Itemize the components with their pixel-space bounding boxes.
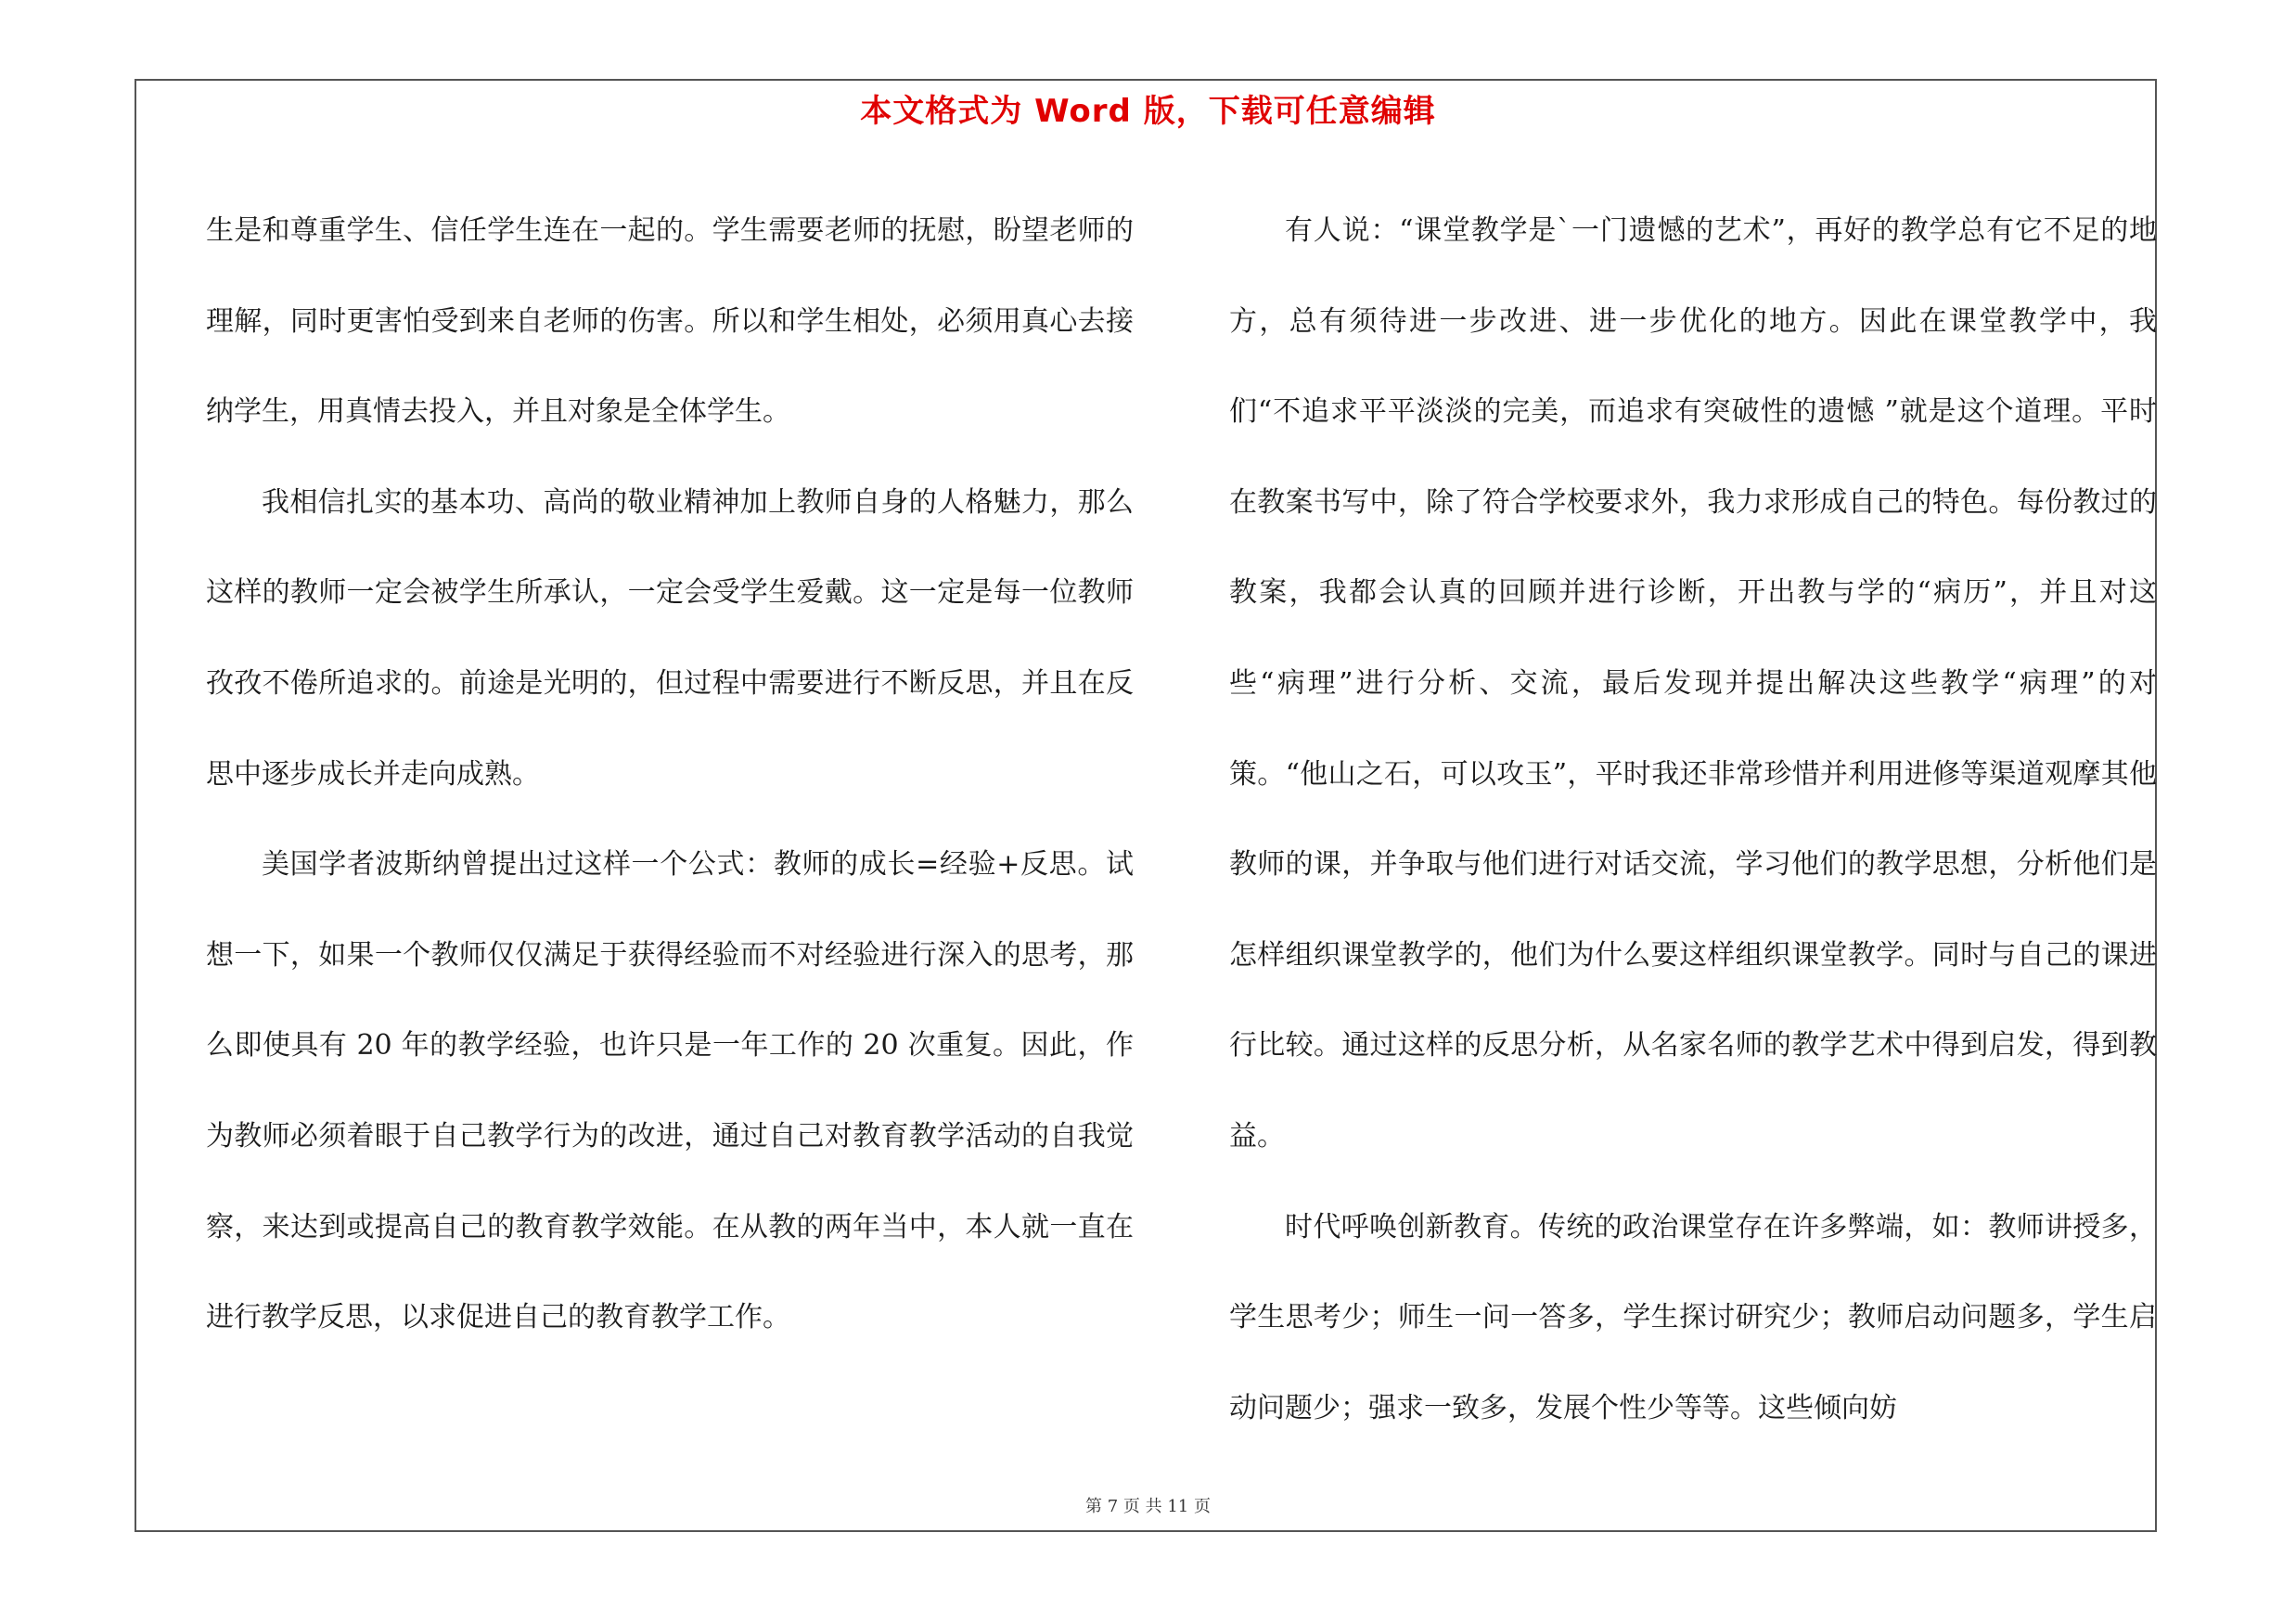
- paragraph-continued: 生是和尊重学生、信任学生连在一起的。学生需要老师的抚慰，盼望老师的理解，同时更害怕受到来自老师的伤害。所以和学生相处，必须用真心去接纳学生，用真情去投入，并且对象是全体学生。: [206, 214, 1134, 429]
- paragraph: 我相信扎实的基本功、高尚的敬业精神加上教师自身的人格魅力，那么这样的教师一定会被学生所承认，一定会受学生爱戴。这一定是每一位教师孜孜不倦所追求的。前途是光明的，但过程中需要进行不断反思，并且在反思中逐步成长并走向成熟。: [206, 485, 1134, 791]
- paragraph: 有人说：“课堂教学是`一门遗憾的艺术”，再好的教学总有它不足的地方，总有须待进一步改进、进一步优化的地方。因此在课堂教学中，我们“不追求平平淡淡的完美，而追求有突破性的遗憾 ”就是这个道理。平时在教案书写中，除了符合学校要求外，我力求形成自己的特色。每份教过的教案，我都会认真的回顾并进行诊断，开出教与学的“病历”，并且对这些“病理”进行分析、交流，最后发现并提出解决这些教学“病理”的对策。“他山之石，可以攻玉”，平时我还非常珍惜并利用进修等渠道观摩其他教师的课，并争取与他们进行对话交流，学习他们的教学思想，分析他们是怎样组织课堂教学的，他们为什么要这样组织课堂教学。同时与自己的课进行比较。通过这样的反思分析，从名家名师的教学艺术中得到启发，得到教益。: [1229, 214, 2157, 1153]
- paragraph: 美国学者波斯纳曾提出过这样一个公式：教师的成长=经验+反思。试想一下，如果一个教师仅仅满足于获得经验而不对经验进行深入的思考，那么即使具有 20 年的教学经验，也许只是一年工作的 20 次重复。因此，作为教师必须着眼于自己教学行为的改进，通过自己对教育教学活动的自我觉察，来达到或提高自己的教育教学效能。在从教的两年当中，本人就一直在进行教学反思，以求促进自己的教育教学工作。: [206, 848, 1134, 1334]
- left-text-column: [206, 186, 1134, 1363]
- right-text-column: [1229, 186, 2157, 1453]
- document-header-title: 本文格式为 Word 版，下载可任意编辑: [860, 93, 1436, 130]
- page-number-footer: 第 7 页 共 11 页: [1085, 1497, 1211, 1516]
- paragraph: 时代呼唤创新教育。传统的政治课堂存在许多弊端，如：教师讲授多，学生思考少；师生一问一答多，学生探讨研究少；教师启动问题多，学生启动问题少；强求一致多，发展个性少等等。这些倾向妨: [1229, 1210, 2157, 1424]
